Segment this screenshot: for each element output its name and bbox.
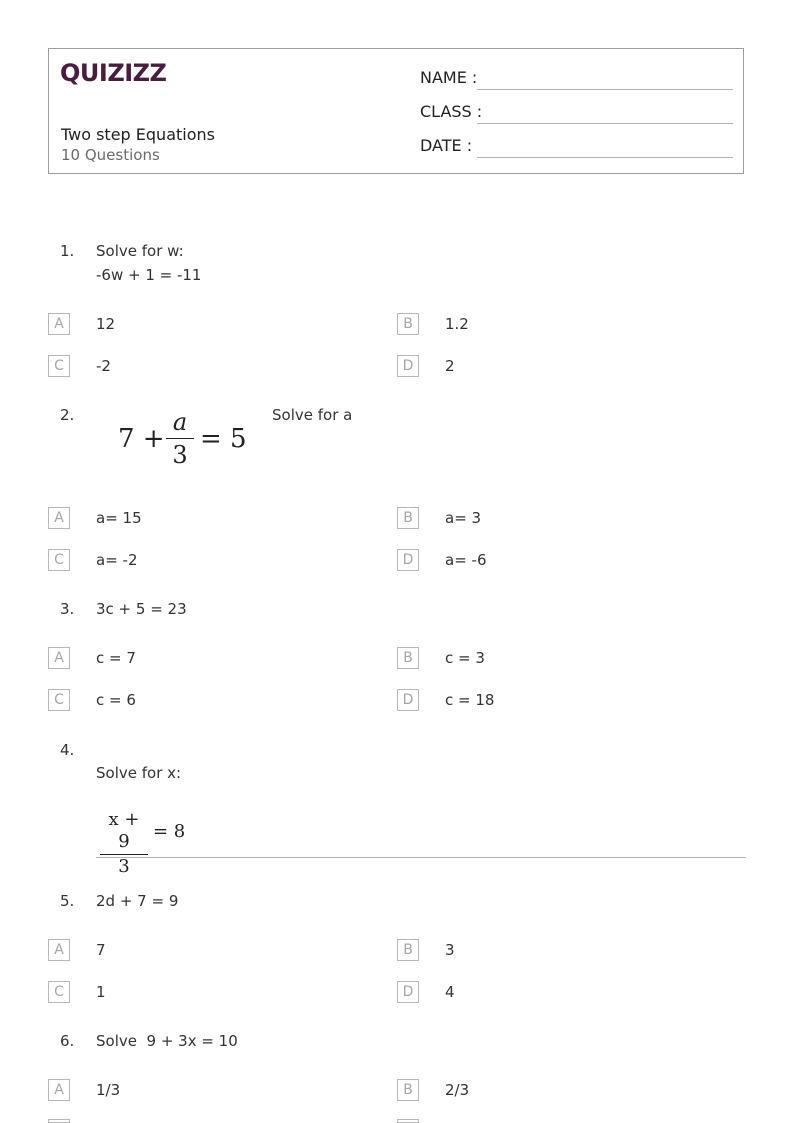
- option-letter[interactable]: A: [48, 939, 70, 961]
- math-rhs: = 5: [200, 424, 247, 454]
- option-letter[interactable]: A: [48, 507, 70, 529]
- option-letter[interactable]: B: [397, 647, 419, 669]
- math-lhs: 7 +: [118, 424, 165, 454]
- question-text: Solve for x:: [96, 764, 182, 782]
- option-text: 1/3: [96, 1081, 121, 1099]
- option-text: 2/3: [445, 1081, 470, 1099]
- option-text: a= 15: [96, 509, 142, 527]
- class-field[interactable]: [477, 123, 733, 124]
- question-number: 6.: [60, 1032, 75, 1050]
- question-text: Solve 9 + 3x = 10: [96, 1032, 238, 1050]
- question-text: Solve for w:: [96, 242, 184, 260]
- question-count: 10 Questions: [61, 146, 160, 164]
- option-text: 2: [445, 357, 455, 375]
- class-label: CLASS :: [420, 102, 483, 121]
- option-text: 3: [445, 941, 455, 959]
- option-text: a= -6: [445, 551, 487, 569]
- option-letter[interactable]: A: [48, 647, 70, 669]
- quizizz-logo: [60, 58, 167, 88]
- option-letter[interactable]: D: [397, 549, 419, 571]
- option-letter[interactable]: D: [397, 689, 419, 711]
- option-letter[interactable]: B: [397, 507, 419, 529]
- question-number: 1.: [60, 242, 75, 260]
- option-text: c = 3: [445, 649, 485, 667]
- option-text: a= -2: [96, 551, 138, 569]
- fraction-bar: [100, 854, 148, 855]
- option-text: c = 6: [96, 691, 136, 709]
- name-field[interactable]: [477, 89, 733, 90]
- option-text: a= 3: [445, 509, 482, 527]
- option-text: 4: [445, 983, 455, 1001]
- option-letter[interactable]: B: [397, 313, 419, 335]
- option-letter[interactable]: A: [48, 1079, 70, 1101]
- option-text: c = 18: [445, 691, 495, 709]
- question-text: 3c + 5 = 23: [96, 600, 187, 618]
- date-field[interactable]: [477, 157, 733, 158]
- fraction-denominator: 3: [172, 441, 188, 469]
- question-number: 4.: [60, 741, 75, 759]
- question-equation: -6w + 1 = -11: [96, 266, 202, 284]
- question-number: 5.: [60, 892, 75, 910]
- option-letter-partial[interactable]: [48, 1119, 70, 1123]
- option-letter[interactable]: D: [397, 981, 419, 1003]
- math-rhs: = 8: [153, 821, 186, 842]
- fraction-numerator: a: [172, 408, 188, 436]
- option-letter-partial[interactable]: [397, 1119, 419, 1123]
- math-fraction: [166, 408, 194, 469]
- option-letter[interactable]: C: [48, 549, 70, 571]
- option-letter[interactable]: C: [48, 689, 70, 711]
- fraction-bar: [166, 438, 194, 439]
- fraction-denominator: 3: [118, 856, 130, 877]
- math-fraction: [100, 809, 148, 878]
- option-letter[interactable]: B: [397, 939, 419, 961]
- question-number: 3.: [60, 600, 75, 618]
- name-label: NAME :: [420, 68, 478, 87]
- option-letter[interactable]: D: [397, 355, 419, 377]
- option-text: 1: [96, 983, 106, 1001]
- option-letter[interactable]: A: [48, 313, 70, 335]
- question-text: Solve for a: [272, 406, 353, 424]
- svg-text:QUIZIZZ: QUIZIZZ: [60, 59, 167, 87]
- question-text: 2d + 7 = 9: [96, 892, 179, 910]
- option-letter[interactable]: C: [48, 981, 70, 1003]
- option-text: c = 7: [96, 649, 136, 667]
- answer-line[interactable]: [96, 857, 746, 858]
- option-text: 1.2: [445, 315, 469, 333]
- option-text: -2: [96, 357, 111, 375]
- option-letter[interactable]: C: [48, 355, 70, 377]
- option-letter[interactable]: B: [397, 1079, 419, 1101]
- option-text: 12: [96, 315, 116, 333]
- question-number: 2.: [60, 406, 75, 424]
- worksheet-title: Two step Equations: [61, 125, 215, 144]
- date-label: DATE :: [420, 136, 473, 155]
- fraction-numerator: x + 9: [108, 809, 140, 852]
- option-text: 7: [96, 941, 106, 959]
